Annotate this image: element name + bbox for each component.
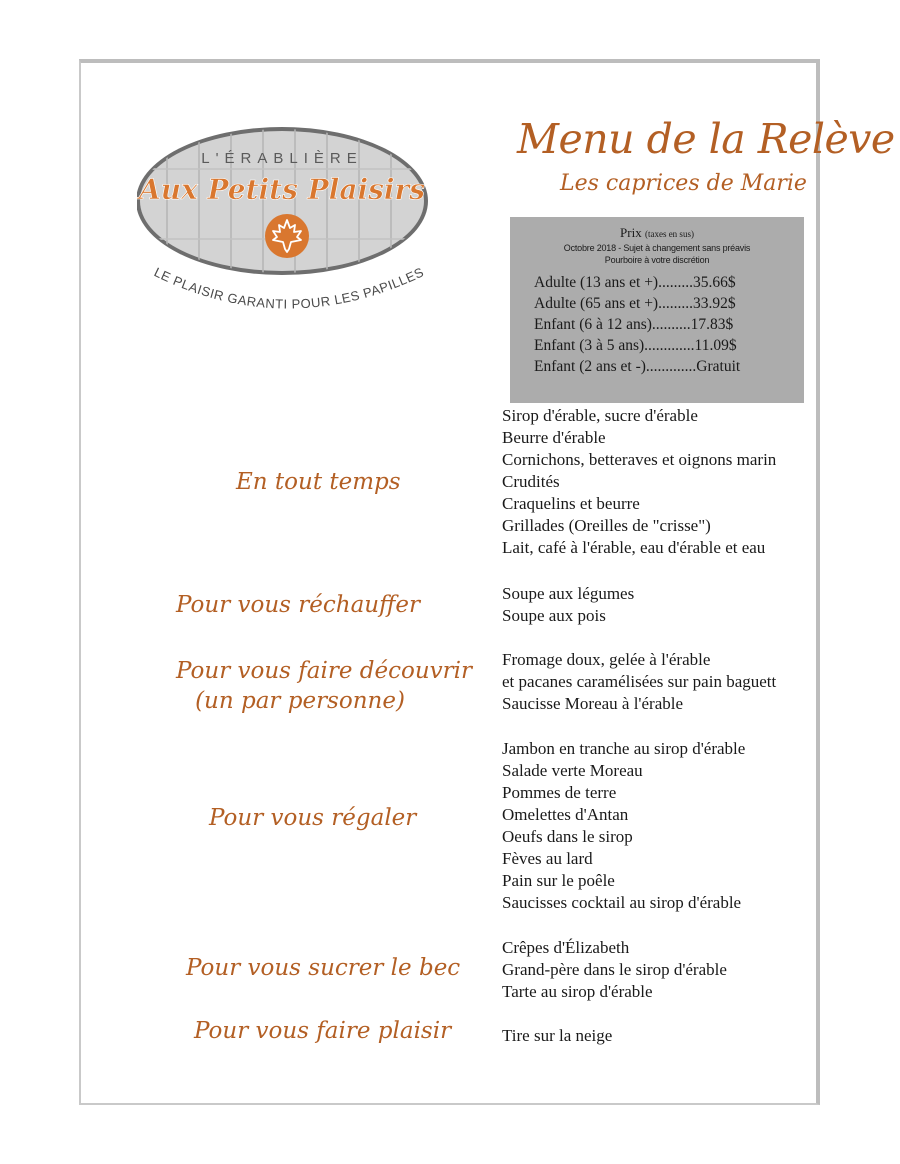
price-title <box>510 225 804 242</box>
menu-item: Lait, café à l'érable, eau d'érable et eau <box>502 538 766 557</box>
price-line: Enfant (6 à 12 ans)..........17.83$ <box>534 316 734 333</box>
section-label-sucrer: Pour vous sucrer le bec <box>186 955 461 981</box>
price-line: Adulte (65 ans et +).........33.92$ <box>534 295 736 312</box>
menu-item: Tire sur la neige <box>502 1026 613 1045</box>
menu-item: Cornichons, betteraves et oignons marin <box>502 450 777 469</box>
menu-item: Fèves au lard <box>502 849 593 868</box>
section-items-rechauffer <box>502 583 634 627</box>
menu-item: Saucisse Moreau à l'érable <box>502 694 684 713</box>
section-items-decouvrir <box>502 649 776 715</box>
menu-item: Salade verte Moreau <box>502 761 643 780</box>
menu-item: Soupe aux légumes <box>502 584 635 603</box>
logo-tagline: LE PLAISIR GARANTI POUR LES PAPILLES <box>151 264 427 312</box>
menu-item: Saucisses cocktail au sirop d'érable <box>502 893 742 912</box>
section-label-decouvrir-line-2: (un par personne) <box>195 688 405 714</box>
menu-item: Sirop d'érable, sucre d'érable <box>502 406 698 425</box>
price-box <box>510 217 804 403</box>
price-note-date: Octobre 2018 - Sujet à changement sans préavis <box>563 243 751 253</box>
menu-subtitle: Les caprices de Marie <box>560 171 807 196</box>
price-line: Enfant (2 ans et -).............Gratuit <box>534 358 741 375</box>
price-note-tip: Pourboire à votre discrétion <box>604 255 710 265</box>
menu-item: Crudités <box>502 472 560 491</box>
price-line: Adulte (13 ans et +).........35.66$ <box>534 274 736 291</box>
section-items-plaisir <box>502 1025 612 1047</box>
menu-item: Grand-père dans le sirop d'érable <box>502 960 727 979</box>
menu-item: Pain sur le poêle <box>502 871 615 890</box>
menu-item: Jambon en tranche au sirop d'érable <box>502 739 746 758</box>
section-label-plaisir: Pour vous faire plaisir <box>194 1018 452 1044</box>
menu-item: et pacanes caramélisées sur pain baguett <box>502 672 777 691</box>
menu-item: Grillades (Oreilles de "crisse") <box>502 516 711 535</box>
price-header <box>510 217 804 266</box>
menu-item: Craquelins et beurre <box>502 494 640 513</box>
section-items-sucrer <box>502 937 727 1003</box>
menu-page <box>79 59 895 1105</box>
menu-item: Oeufs dans le sirop <box>502 827 633 846</box>
section-items-regaler <box>502 738 745 914</box>
price-title-text: Prix <box>620 225 642 240</box>
menu-item: Tarte au sirop d'érable <box>502 982 653 1001</box>
price-line: Enfant (3 à 5 ans).............11.09$ <box>534 337 737 354</box>
section-label-rechauffer: Pour vous réchauffer <box>176 592 421 618</box>
menu-title: Menu de la Relève <box>517 115 895 163</box>
section-label-en-tout-temps: En tout temps <box>236 469 401 495</box>
section-label-regaler: Pour vous régaler <box>209 805 417 831</box>
menu-item: Pommes de terre <box>502 783 617 802</box>
section-label-decouvrir-line-1: Pour vous faire découvrir <box>176 658 472 684</box>
logo-name: Aux Petits Plaisirs <box>138 173 426 206</box>
logo-top-text: L'ÉRABLIÈRE <box>201 150 363 167</box>
menu-item: Crêpes d'Élizabeth <box>502 938 630 957</box>
price-title-note: (taxes en sus) <box>644 229 694 239</box>
section-items-en-tout-temps <box>502 405 776 559</box>
price-list <box>510 272 804 377</box>
menu-item: Fromage doux, gelée à l'érable <box>502 650 711 669</box>
section-label-decouvrir <box>176 656 472 716</box>
menu-item: Soupe aux pois <box>502 606 606 625</box>
restaurant-logo <box>137 121 437 331</box>
menu-item: Omelettes d'Antan <box>502 805 629 824</box>
menu-item: Beurre d'érable <box>502 428 606 447</box>
